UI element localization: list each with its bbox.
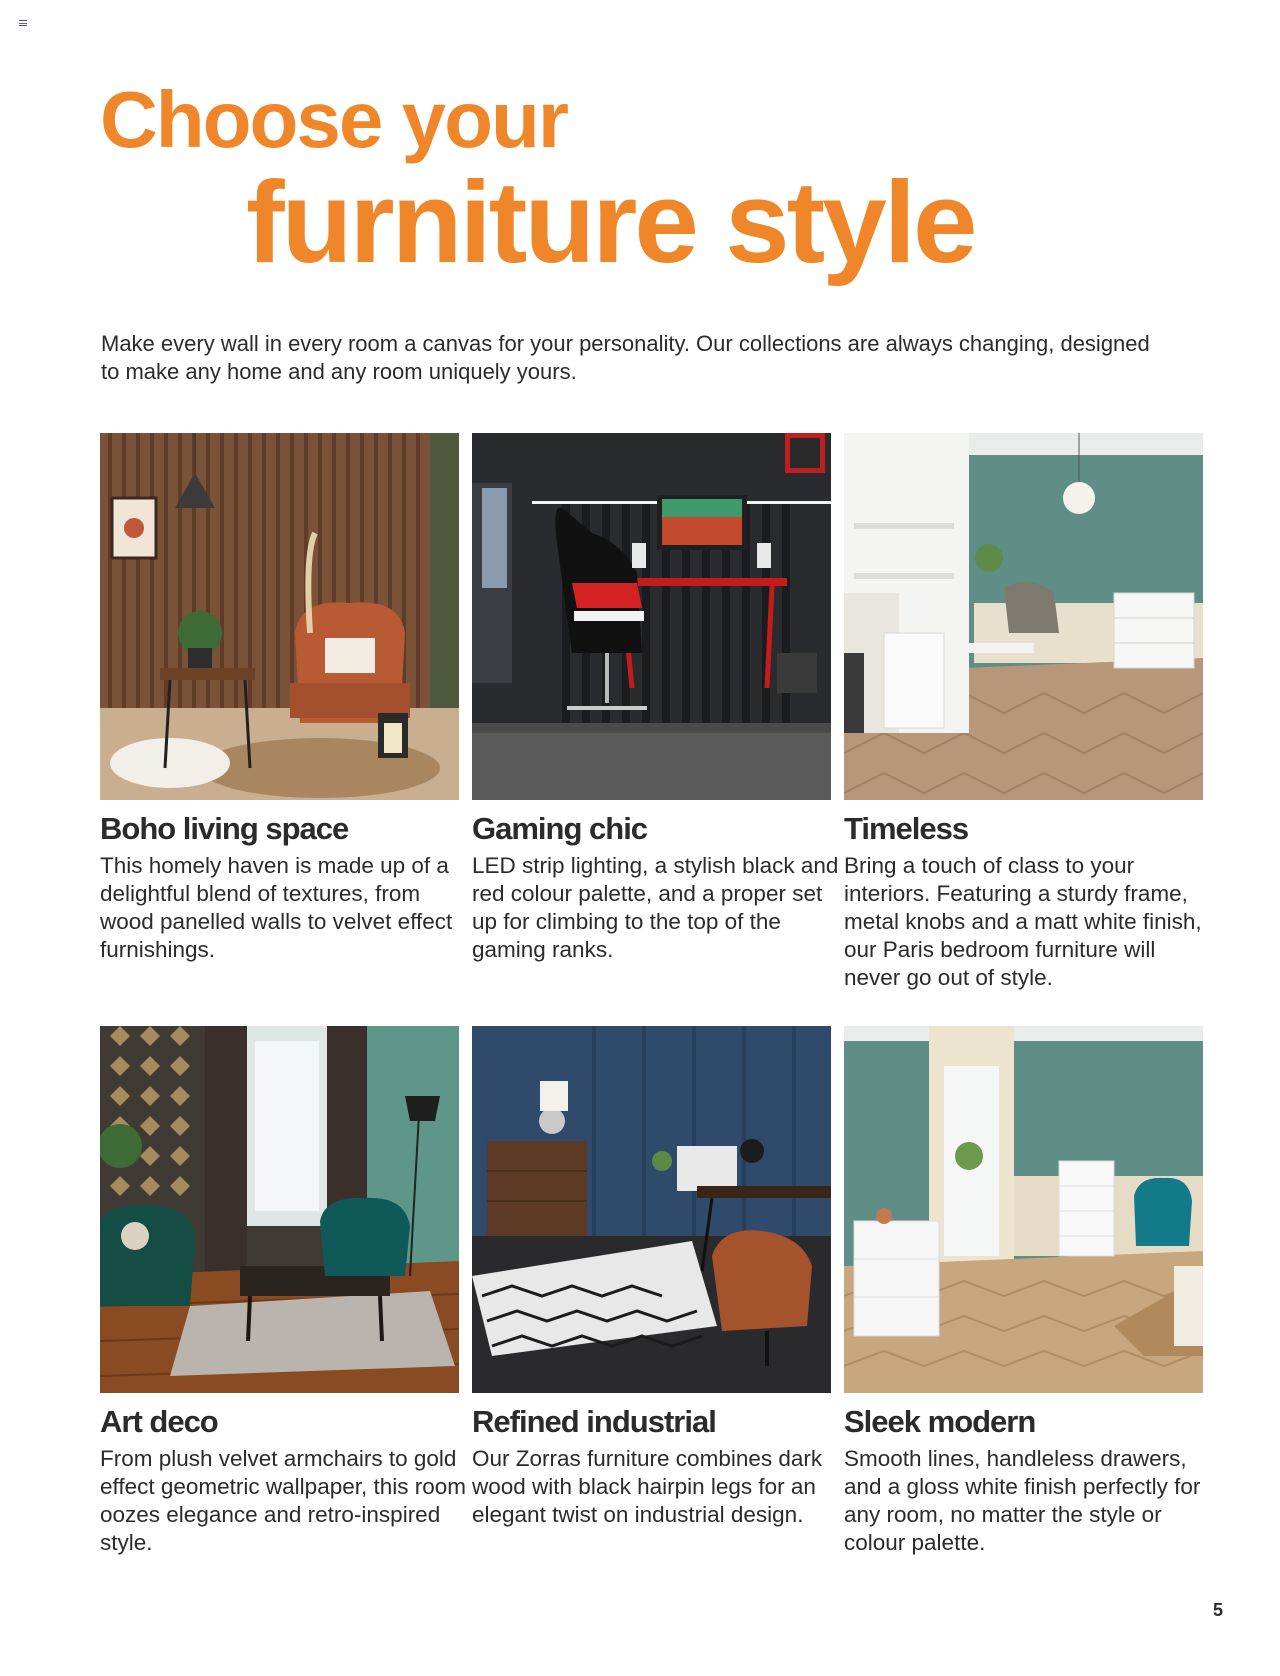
style-card-description: Our Zorras furniture combines dark wood with black hairpin legs for an elegant twist on industrial design. — [472, 1446, 823, 1527]
art-deco-living-room-photo[interactable] — [100, 1026, 459, 1393]
style-card-title: Sleek modern — [844, 1404, 1036, 1439]
style-card-art-deco[interactable] — [100, 1026, 467, 1557]
style-card-sleek-modern[interactable] — [844, 1026, 1203, 1557]
style-card-title: Boho living space — [100, 811, 349, 846]
style-card-title: Timeless — [844, 811, 969, 846]
style-card-title: Art deco — [100, 1404, 218, 1439]
industrial-study-photo[interactable] — [472, 1026, 831, 1393]
style-card-gaming[interactable] — [472, 433, 839, 964]
style-card-boho[interactable] — [100, 433, 459, 964]
modern-bedroom-photo[interactable] — [844, 1026, 1203, 1393]
style-card-description: Smooth lines, handleless drawers, and a gloss white finish perfectly for any room, no matter the style or colour palette. — [844, 1446, 1201, 1555]
timeless-bedroom-photo[interactable] — [844, 433, 1203, 800]
style-card-title: Refined industrial — [472, 1404, 716, 1439]
page-title-line-1: Choose your — [100, 75, 567, 164]
style-card-title: Gaming chic — [472, 811, 648, 846]
corner-mark-icon — [19, 20, 27, 26]
style-card-description: This homely haven is made up of a delightful blend of textures, from wood panelled walls to velvet effect furnishings. — [100, 853, 453, 962]
style-card-description: From plush velvet armchairs to gold effect geometric wallpaper, this room oozes elegance and retro-inspired style. — [100, 1446, 467, 1555]
style-card-description: LED strip lighting, a stylish black and red colour palette, and a proper set up for climbing to the top of the gaming ranks. — [472, 853, 839, 962]
style-card-refined-industrial[interactable] — [472, 1026, 831, 1529]
page-number: 5 — [1213, 1600, 1224, 1620]
boho-living-room-photo[interactable] — [100, 433, 459, 800]
style-card-timeless[interactable] — [844, 433, 1203, 992]
intro-paragraph: Make every wall in every room a canvas for your personality. Our collections are always changing, designed to make any home and any room uniquely yours. — [101, 331, 1150, 384]
page-title-line-2: furniture style — [246, 157, 975, 287]
gaming-room-photo[interactable] — [472, 433, 831, 800]
style-card-description: Bring a touch of class to your interiors. Featuring a sturdy frame, metal knobs and a matt white finish, our Paris bedroom furniture will never go out of style. — [844, 853, 1202, 990]
